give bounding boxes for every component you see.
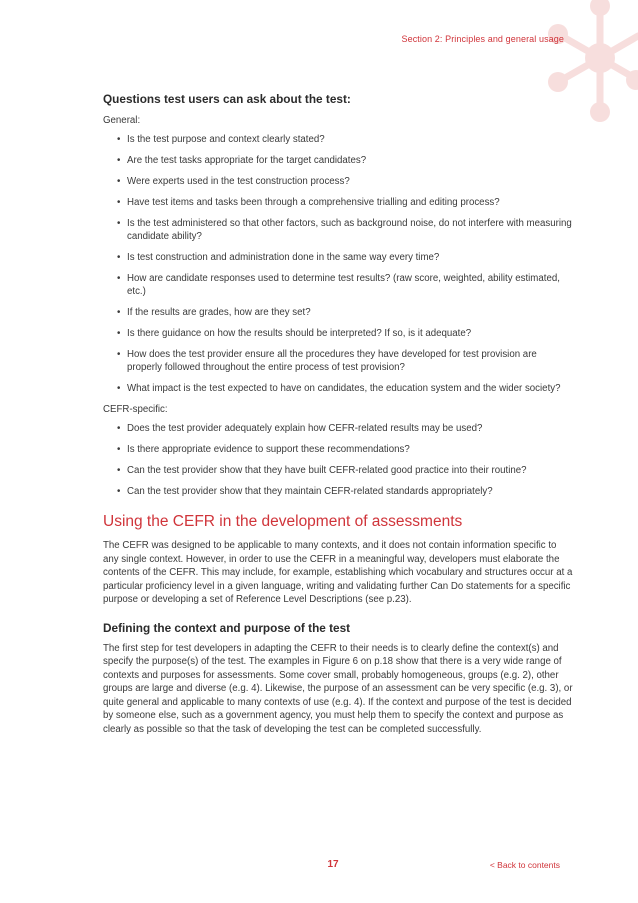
list-item: • How does the test provider ensure all the procedures they have developed for test provision are properly followed throughout the entire process of test provision?: [117, 348, 573, 374]
section-header: Section 2: Principles and general usage: [401, 34, 564, 44]
list-item: • Is the test purpose and context clearly stated?: [117, 133, 573, 146]
main-content: [103, 92, 573, 746]
list-item: • Is the test administered so that other factors, such as background noise, do not interfere with measuring candidate ability?: [117, 217, 573, 243]
defining-context-paragraph: The first step for test developers in adapting the CEFR to their needs is to clearly define the context(s) and specify the purpose(s) of the test. The examples in Figure 6 on p.18 show that there is a very wide range of contexts and purposes for assessments. Some cover small, probably homogeneous, groups (e.g. 2), other groups are large and diverse (e.g. 4). Likewise, the purpose of an assessment can be very specific (e.g. 3), or quite general and applicable to many contexts of use (e.g. 4). If the context and purpose of the test is decided by someone else, such as a government agency, you must help them to specify the context and purpose as clearly as possible so that the task of developing the test can be completed successfully.: [103, 642, 573, 735]
back-to-contents-link[interactable]: < Back to contents: [489, 860, 560, 870]
questions-heading: Questions test users can ask about the test:: [103, 92, 351, 106]
list-item: • Are the test tasks appropriate for the target candidates?: [117, 154, 573, 167]
list-item: • What impact is the test expected to have on candidates, the education system and the wider society?: [117, 382, 573, 395]
cefr-questions-list: [103, 422, 573, 498]
list-item: • Were experts used in the test construction process?: [117, 175, 573, 188]
list-item: • If the results are grades, how are they set?: [117, 306, 573, 319]
page-number: 17: [327, 859, 339, 870]
defining-context-heading: Defining the context and purpose of the test: [103, 620, 351, 635]
using-cefr-title: Using the CEFR in the development of assessments: [103, 513, 463, 530]
list-item: • Can the test provider show that they maintain CEFR-related standards appropriately?: [117, 485, 573, 498]
list-item: • Is test construction and administration done in the same way every time?: [117, 251, 573, 264]
list-item: • Is there appropriate evidence to support these recommendations?: [117, 443, 573, 456]
list-item: • Is there guidance on how the results should be interpreted? If so, is it adequate?: [117, 327, 573, 340]
general-label: General:: [103, 115, 141, 126]
general-questions-list: [103, 133, 573, 395]
list-item: • Can the test provider show that they have built CEFR-related good practice into their routine?: [117, 464, 573, 477]
list-item: • Have test items and tasks been through a comprehensive trialling and editing process?: [117, 196, 573, 209]
list-item: • Does the test provider adequately explain how CEFR-related results may be used?: [117, 422, 573, 435]
list-item: • How are candidate responses used to determine test results? (raw score, weighted, ability estimated, etc.): [117, 272, 573, 298]
using-cefr-paragraph: The CEFR was designed to be applicable to many contexts, and it does not contain information specific to any single context. However, in order to use the CEFR in a meaningful way, developers must elaborate the contents of the CEFR. This may include, for example, establishing which vocabulary and structures occur at a particular proficiency level in a given language, writing and validating further Can Do statements for a specific purpose or developing a set of Reference Level Descriptions (see p.23).: [103, 540, 573, 605]
cefr-specific-label: CEFR-specific:: [103, 404, 168, 415]
